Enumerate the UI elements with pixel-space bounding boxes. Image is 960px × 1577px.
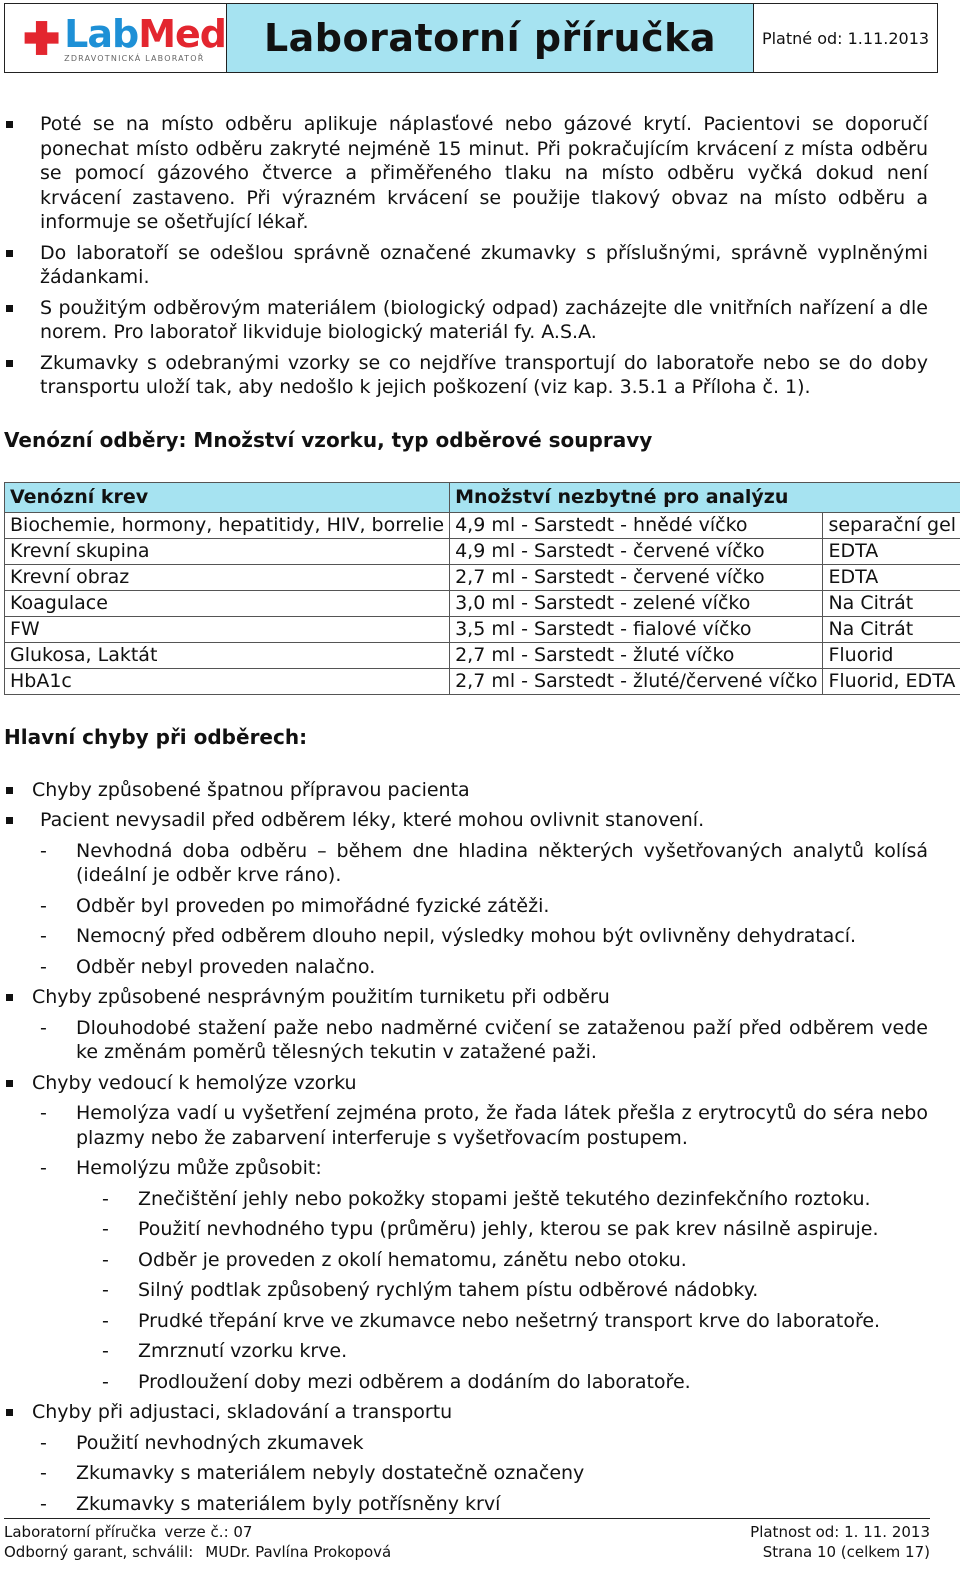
title-cell [227, 4, 754, 72]
table-row [5, 565, 960, 591]
intro-bullets [4, 112, 928, 400]
table-cell: 4,9 ml - Sarstedt - červené víčko [450, 539, 823, 565]
footer-page: Strana 10 (celkem 17) [762, 1543, 930, 1561]
table-header-row [5, 483, 960, 513]
error-sub-item: - Hemolýzu může způsobit: [4, 1156, 928, 1181]
table-cell: 2,7 ml - Sarstedt - žluté/červené víčko [450, 669, 823, 695]
table-row [5, 643, 960, 669]
error-item [4, 808, 928, 979]
table-row [5, 669, 960, 695]
page-footer [4, 1518, 930, 1562]
error-sub-item: - Zkumavky s materiálem nebyly dostatečně označeny [4, 1461, 928, 1486]
venous-table [4, 482, 960, 695]
medical-cross-icon [23, 15, 60, 61]
table-cell: Koagulace [5, 591, 450, 617]
error-item [4, 778, 928, 803]
table-row [5, 617, 960, 643]
error-item [4, 985, 928, 1065]
table-cell: FW [5, 617, 450, 643]
table-row [5, 539, 960, 565]
error-item-text: Chyby vedoucí k hemolýze vzorku [32, 1071, 357, 1094]
footer-valid: Platnost od: 1. 11. 2013 [750, 1523, 930, 1541]
table-cell: 2,7 ml - Sarstedt - červené víčko [450, 565, 823, 591]
intro-bullet: Poté se na místo odběru aplikuje náplasťové nebo gázové krytí. Pacientovi se doporučí ponechat místo odběru zakryté nejméně 15 minut. Při pokračujícím krvácení z místa odběru se pomocí gázového čtverce a přiměřeného tlaku na místo odběru vyčká dokud není krvácení zastaveno. Při výrazném krvácení se použije tlakový obvaz na místo odběru a informuje se ošetřující lékař. [4, 112, 928, 235]
error-sub-item: - Odběr byl proveden po mimořádné fyzické zátěži. [4, 894, 928, 919]
table-cell: Krevní obraz [5, 565, 450, 591]
error-subsub-item: - Zmrznutí vzorku krve. [80, 1339, 928, 1364]
error-sub-list [40, 839, 928, 980]
table-header: Množství nezbytné pro analýzu [450, 483, 960, 513]
error-item-text: Pacient nevysadil před odběrem léky, které mohou ovlivnit stanovení. [40, 809, 705, 831]
error-sub-list [32, 1431, 928, 1517]
table-cell: HbA1c [5, 669, 450, 695]
page-title: Laboratorní příručka [263, 16, 717, 60]
error-subsub-item: - Prudké třepání krve ve zkumavce nebo nešetrný transport krve do laboratoře. [80, 1309, 928, 1334]
table-cell: separační gel [823, 513, 960, 539]
table-cell: EDTA [823, 539, 960, 565]
error-sub-item: - Dlouhodobé stažení paže nebo nadměrné cvičení se zataženou paží před odběrem vede ke změnám poměrů tělesných tekutin v zatažené paži. [4, 1016, 928, 1065]
footer-guarantor-label: Odborný garant, schválil: [4, 1543, 194, 1561]
error-subsub-item: - Použití nevhodného typu (průměru) jehly, kterou se pak krev násilně aspiruje. [80, 1217, 928, 1242]
error-item-text: Chyby způsobené špatnou přípravou pacienta [32, 778, 470, 801]
logo-med: Med [138, 11, 226, 56]
table-cell: Fluorid [823, 643, 960, 669]
error-sub-item: - Hemolýza vadí u vyšetření zejména proto, že řada látek přešla z erytrocytů do séra nebo plazmy nebo že zabarvení interferuje s vyšetřovacím postupem. [4, 1101, 928, 1150]
error-subsub-list [32, 1187, 928, 1395]
logo [5, 4, 227, 72]
error-subsub-item: - Prodloužení doby mezi odběrem a dodáním do laboratoře. [80, 1370, 928, 1395]
footer-version: verze č.: 07 [164, 1523, 253, 1541]
error-sub-item: - Použití nevhodných zkumavek [4, 1431, 928, 1456]
error-subsub-item: - Odběr je proveden z okolí hematomu, zánětu nebo otoku. [80, 1248, 928, 1273]
error-item [4, 1071, 928, 1395]
error-subsub-item: - Silný podtlak způsobený rychlým tahem pístu odběrové nádobky. [80, 1278, 928, 1303]
errors-list [4, 778, 928, 1517]
errors-heading: Hlavní chyby při odběrech: [4, 725, 308, 749]
table-cell: Na Citrát [823, 591, 960, 617]
table-cell: Krevní skupina [5, 539, 450, 565]
table-header: Venózní krev [5, 483, 450, 513]
table-cell: Glukosa, Laktát [5, 643, 450, 669]
error-sub-item: - Odběr nebyl proveden nalačno. [4, 955, 928, 980]
table-cell: 3,0 ml - Sarstedt - zelené víčko [450, 591, 823, 617]
table-row [5, 513, 960, 539]
footer-doc: Laboratorní příručka [4, 1523, 157, 1541]
document-body [4, 112, 957, 1522]
error-item [4, 1400, 928, 1516]
table-cell: Fluorid, EDTA [823, 669, 960, 695]
error-sub-list [32, 1016, 928, 1065]
table-cell: 2,7 ml - Sarstedt - žluté víčko [450, 643, 823, 669]
table-cell: Na Citrát [823, 617, 960, 643]
footer-guarantor: MUDr. Pavlína Prokopová [205, 1543, 392, 1561]
error-sub-item: - Nevhodná doba odběru – během dne hladina některých vyšetřovaných analytů kolísá (ideální je odběr krve ráno). [4, 839, 928, 888]
table-cell: 4,9 ml - Sarstedt - hnědé víčko [450, 513, 823, 539]
error-sub-item: - Nemocný před odběrem dlouho nepil, výsledky mohou být ovlivněny dehydratací. [4, 924, 928, 949]
error-sub-item: - Zkumavky s materiálem byly potřísněny krví [4, 1492, 928, 1517]
intro-bullet: Zkumavky s odebranými vzorky se co nejdříve transportují do laboratoře nebo se do doby transportu uloží tak, aby nedošlo k jejich poškození (viz kap. 3.5.1 a Příloha č. 1). [4, 351, 928, 400]
error-item-text: Chyby způsobené nesprávným použitím turniketu při odběru [32, 986, 610, 1008]
intro-bullet: S použitým odběrovým materiálem (biologický odpad) zacházejte dle vnitřních nařízení a dle norem. Pro laboratoř likviduje biologický materiál fy. A.S.A. [4, 296, 928, 345]
table-row [5, 591, 960, 617]
table-cell: EDTA [823, 565, 960, 591]
table-cell: Biochemie, hormony, hepatitidy, HIV, borrelie [5, 513, 450, 539]
valid-from: Platné od: 1.11.2013 [761, 28, 930, 48]
venous-heading: Venózní odběry: Množství vzorku, typ odběrové soupravy [4, 427, 653, 452]
intro-bullet: Do laboratoří se odešlou správně označené zkumavky s příslušnými, správně vyplněnými žádankami. [4, 241, 928, 290]
page-header [4, 3, 938, 73]
table-cell: 3,5 ml - Sarstedt - fialové víčko [450, 617, 823, 643]
error-item-text: Chyby při adjustaci, skladování a transportu [32, 1401, 453, 1423]
error-subsub-item: - Znečištění jehly nebo pokožky stopami ještě tekutého dezinfekčního roztoku. [80, 1187, 928, 1212]
error-sub-list [32, 1101, 928, 1181]
logo-lab: Lab [64, 11, 139, 56]
logo-subtitle: ZDRAVOTNICKÁ LABORATOŘ [64, 53, 205, 63]
